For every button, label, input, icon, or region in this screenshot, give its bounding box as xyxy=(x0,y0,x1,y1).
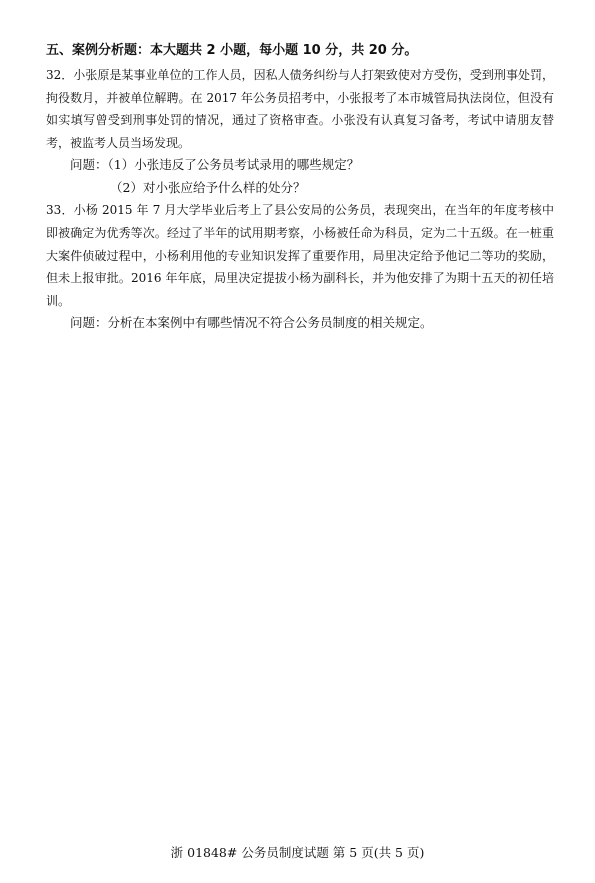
section-heading: 五、案例分析题：本大题共 2 小题，每小题 10 分，共 20 分。 xyxy=(46,43,418,58)
case-32-text: 32．小张原是某事业单位的工作人员，因私人债务纠纷与人打架致使对方受伤，受到刑事处罚，拘役数月，并被单位解聘。在 2017 年公务员招考中，小张报考了本市城管局执法岗位，但没有如实填写曾受到刑事处罚的情况，通过了资格审查。小张没有认真复习备考，考试中请朋友替考，被监考人员当场发现。 xyxy=(46,68,554,150)
page-content xyxy=(46,40,554,335)
case-32-question-2: （2）对小张应给予什么样的处分？ xyxy=(110,179,306,195)
case-32-question-1: 问题：（1）小张违反了公务员考试录用的哪些规定？ xyxy=(70,157,360,173)
case-33-text: 33．小杨 2015 年 7 月大学毕业后考上了县公安局的公务员，表现突出，在当年的年度考核中即被确定为优秀等次。经过了半年的试用期考察，小杨被任命为科员，定为二十五级。在一桩重大案件侦破过程中，小杨利用他的专业知识发挥了重要作用，局里决定给予他记二等功的奖励，但未上报审批。2016 年年底，局里决定提拔小杨为副科长，并为他安排了为期十五天的初任培训。 xyxy=(46,203,554,308)
page-footer: 浙 01848# 公务员制度试题 第 5 页(共 5 页) xyxy=(170,845,425,860)
case-33-question: 问题：分析在本案例中有哪些情况不符合公务员制度的相关规定。 xyxy=(70,315,433,331)
